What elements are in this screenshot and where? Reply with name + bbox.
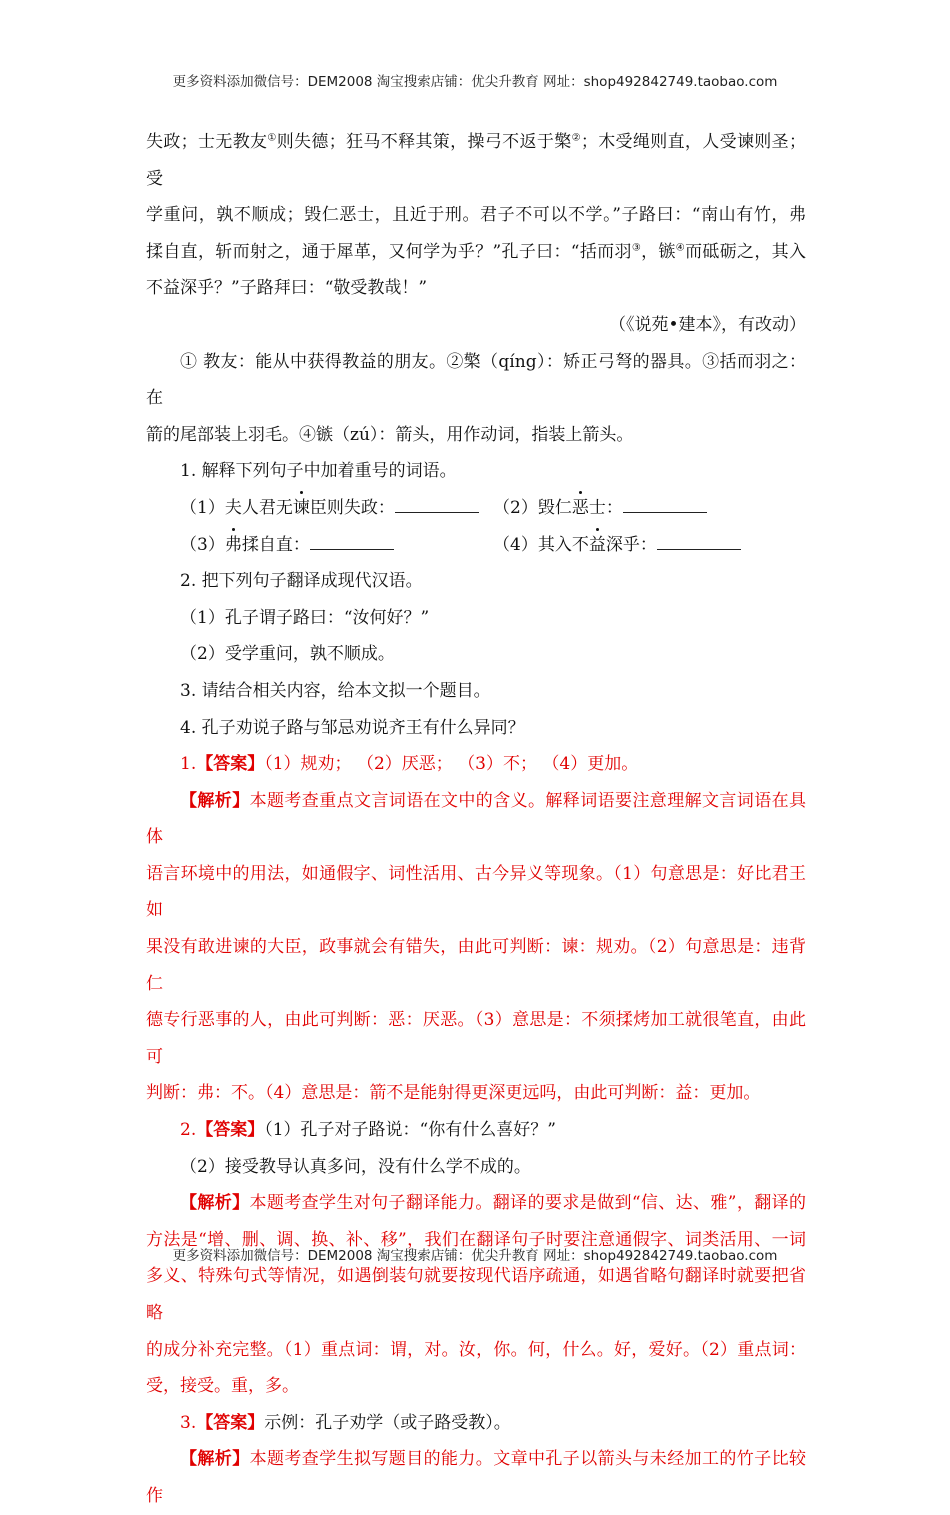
question-4: 4. 孔子劝说子路与邹忌劝说齐王有什么异同？	[180, 717, 525, 738]
answer-tag: 【答案】	[196, 1412, 265, 1433]
passage-line: 不益深乎？”子路拜曰：“敬受教哉！”	[146, 278, 428, 299]
analysis-line: 受，接受。重，多。	[146, 1376, 299, 1397]
analysis-line: 德专行恶事的人，由此可判断：恶：厌恶。（3）意思是：不须揉烤加工就很笔直，由此可	[146, 1010, 806, 1067]
analysis-line: 方法是“增、删、调、换、补、移”，我们在翻译句子时要注意通假字、词类活用、一词	[146, 1229, 806, 1250]
question-1-items-row	[146, 527, 806, 564]
analysis-line: 【解析】本题考查重点文言词语在文中的含义。解释词语要注意理解文言词语在具体	[146, 790, 807, 848]
analysis-tag: 【解析】	[180, 790, 250, 811]
answer-blank	[657, 534, 741, 550]
answer-blank	[623, 497, 707, 513]
emphasis-dot-char: 益	[589, 527, 606, 564]
analysis-line: 【解析】本题考查学生对句子翻译能力。翻译的要求是做到“信、达、雅”，翻译的	[180, 1193, 806, 1214]
page-footer: 更多资料添加微信号：DEM2008 淘宝搜索店铺：优尖升教育 网址：shop492842749.taobao.com	[172, 1248, 778, 1264]
answer-1: 1.【答案】（1）规劝； （2）厌恶； （3）不； （4）更加。	[180, 754, 639, 775]
question-1-item: （2）毁仁恶士：	[493, 490, 806, 527]
emphasis-dot-char: 恶	[572, 490, 589, 527]
answer-tag: 【答案】	[196, 754, 265, 775]
passage-line: 学重问，孰不顺成；毁仁恶士，且近于刑。君子不可以不学。”子路曰：“南山有竹，弗	[146, 205, 806, 226]
answer-2: 2.【答案】（1）孔子对子路说：“你有什么喜好？”	[180, 1120, 556, 1141]
analysis-line: 的成分补充完整。（1）重点词：谓，对。汝，你。何，什么。好，爱好。（2）重点词：	[146, 1339, 806, 1360]
question-1-item: （1）夫人君无谏臣则失政：	[180, 490, 493, 527]
analysis-line: 语言环境中的用法，如通假字、词性活用、古今异义等现象。（1）句意思是：好比君王如	[146, 863, 806, 921]
question-1-items-row	[146, 490, 806, 527]
analysis-tag: 【解析】	[180, 1193, 250, 1214]
question-3: 3. 请结合相关内容，给本文拟一个题目。	[180, 680, 491, 701]
question-1-item: （3）弗揉自直：	[180, 527, 493, 564]
answer-2-line: （2）接受教导认真多问，没有什么学不成的。	[180, 1156, 531, 1177]
question-2-item: （2）受学重问，孰不顺成。	[180, 644, 395, 665]
analysis-line: 果没有敢进谏的大臣，政事就会有错失，由此可判断：谏：规劝。（2）句意思是：违背仁	[146, 937, 806, 994]
emphasis-dot-char: 弗	[225, 527, 242, 564]
passage-line: 失政；士无教友①则失德；狂马不释其策，操弓不返于檠②；木受绳则直，人受谏则圣；受	[146, 132, 806, 189]
question-2: 2. 把下列句子翻译成现代汉语。	[180, 571, 423, 592]
answer-tag: 【答案】	[196, 1120, 265, 1141]
page-header: 更多资料添加微信号：DEM2008 淘宝搜索店铺：优尖升教育 网址：shop492842749.taobao.com	[172, 74, 778, 90]
note-line: 箭的尾部装上羽毛。④镞（zú）：箭头，用作动词，指装上箭头。	[146, 424, 634, 445]
passage-source: （《说苑•建本》，有改动）	[608, 314, 806, 335]
analysis-line: 多义、特殊句式等情况，如遇倒装句就要按现代语序疏通，如遇省略句翻译时就要把省略	[146, 1266, 806, 1323]
question-1: 1. 解释下列句子中加着重号的词语。	[180, 461, 457, 482]
question-2-item: （1）孔子谓子路曰：“汝何好？”	[180, 607, 430, 628]
analysis-tag: 【解析】	[180, 1449, 250, 1470]
note-line: ① 教友：能从中获得教益的朋友。②檠（qíng）：矫正弓弩的器具。③括而羽之：在	[146, 351, 806, 409]
emphasis-dot-char: 谏	[293, 490, 310, 527]
answer-blank	[310, 534, 394, 550]
question-1-item: （4）其入不益深乎：	[493, 527, 806, 564]
passage-line: 揉自直，斩而射之，通于犀革，又何学为乎？”孔子曰：“括而羽③，镞④而砥砺之，其入	[146, 241, 807, 262]
answer-3: 3.【答案】示例：孔子劝学（或子路受教）。	[180, 1412, 511, 1433]
answer-blank	[395, 497, 479, 513]
document-body	[146, 124, 806, 1515]
analysis-line: 判断：弗：不。（4）意思是：箭不是能射得更深更远吗，由此可判断：益：更加。	[146, 1083, 761, 1104]
analysis-line: 【解析】本题考查学生拟写题目的能力。文章中孔子以箭头与未经加工的竹子比较作	[146, 1449, 807, 1506]
